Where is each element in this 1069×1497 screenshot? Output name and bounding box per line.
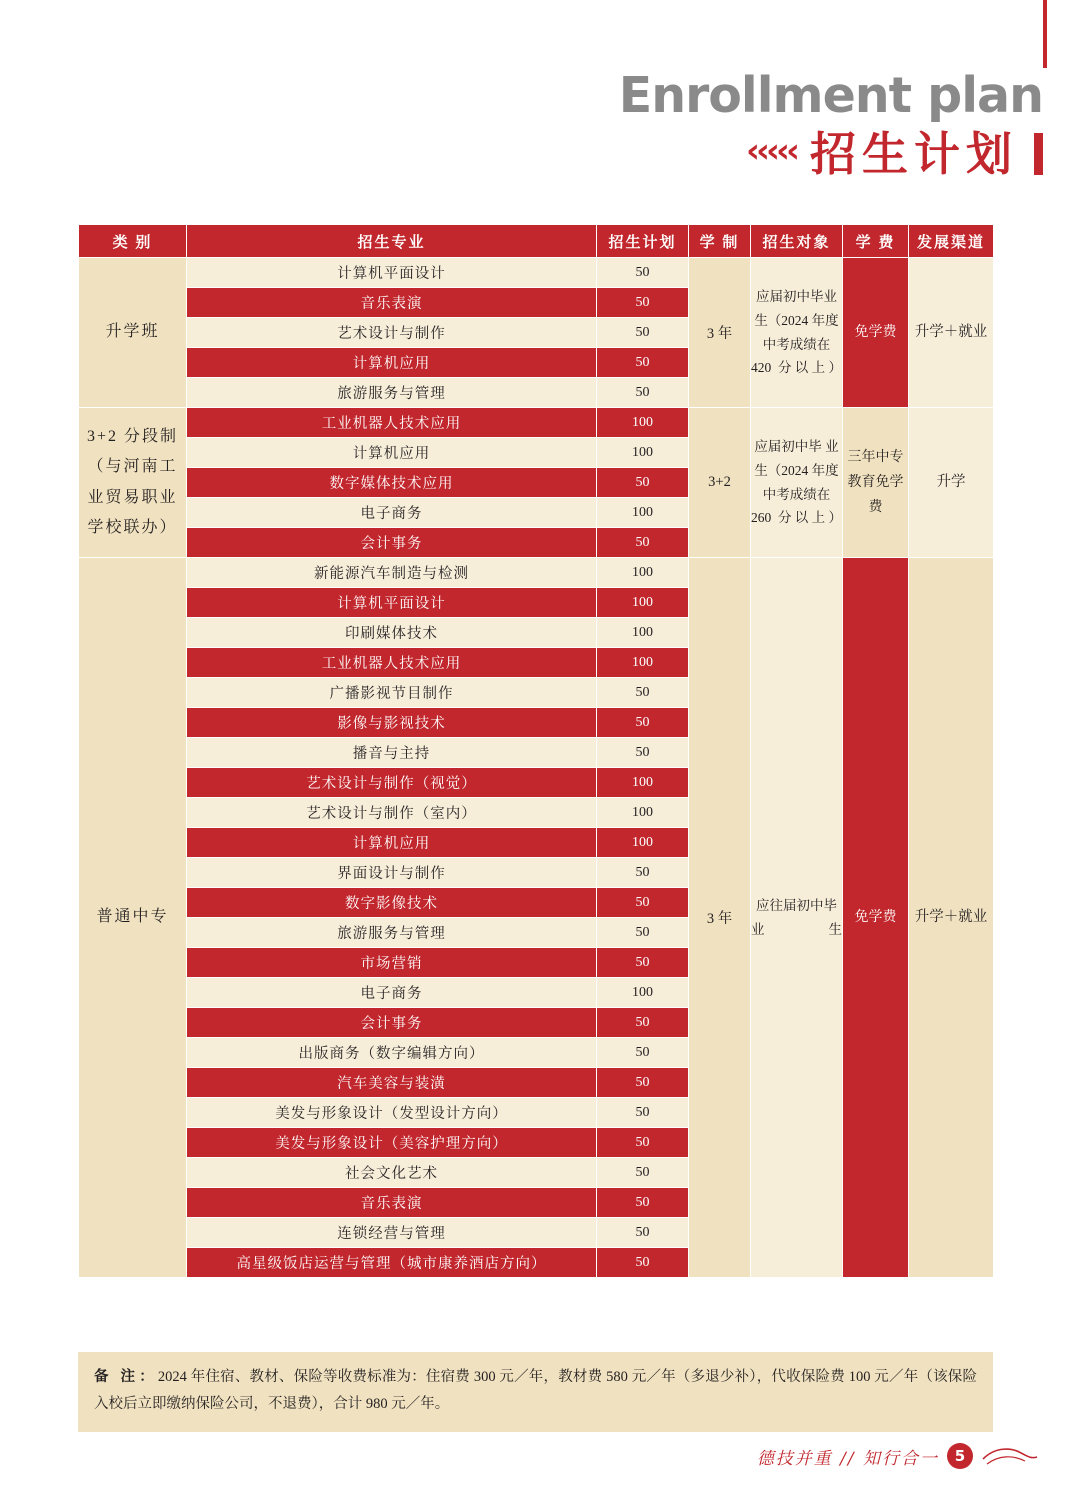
major-cell: 会计事务 xyxy=(187,1008,597,1038)
major-cell: 会计事务 xyxy=(187,528,597,558)
col-category: 类 别 xyxy=(79,225,187,258)
major-cell: 高星级饭店运营与管理（城市康养酒店方向） xyxy=(187,1248,597,1278)
plan-count-cell: 100 xyxy=(597,438,689,468)
plan-count-cell: 50 xyxy=(597,678,689,708)
major-cell: 美发与形象设计（美容护理方向） xyxy=(187,1128,597,1158)
plan-count-cell: 50 xyxy=(597,258,689,288)
category-cell: 升学班 xyxy=(79,258,187,408)
plan-count-cell: 50 xyxy=(597,1248,689,1278)
plan-count-cell: 100 xyxy=(597,798,689,828)
major-cell: 美发与形象设计（发型设计方向） xyxy=(187,1098,597,1128)
page-number: 5 xyxy=(947,1443,973,1469)
major-cell: 播音与主持 xyxy=(187,738,597,768)
plan-count-cell: 50 xyxy=(597,918,689,948)
plan-count-cell: 50 xyxy=(597,1068,689,1098)
col-major: 招生专业 xyxy=(187,225,597,258)
table-header xyxy=(79,225,994,258)
plan-count-cell: 100 xyxy=(597,618,689,648)
plan-count-cell: 50 xyxy=(597,738,689,768)
chinese-title: 招生计划 xyxy=(810,127,1018,182)
major-cell: 计算机应用 xyxy=(187,828,597,858)
major-cell: 旅游服务与管理 xyxy=(187,918,597,948)
major-cell: 音乐表演 xyxy=(187,288,597,318)
title-accent-bar xyxy=(1034,133,1043,175)
footer-slogan: 德技并重 ∕∕ 知行合一 xyxy=(756,1448,939,1469)
object-cell: 应届初中毕业生（2024 年度中考成绩在 420 分以上） xyxy=(751,258,843,408)
plan-count-cell: 100 xyxy=(597,498,689,528)
major-cell: 电子商务 xyxy=(187,498,597,528)
table-row xyxy=(79,258,994,288)
notes-label: 备 注： xyxy=(94,1369,158,1385)
plan-count-cell: 100 xyxy=(597,558,689,588)
enrollment-plan-table-wrap xyxy=(78,224,993,1278)
development-cell: 升学 xyxy=(909,408,994,558)
development-cell: 升学＋就业 xyxy=(909,558,994,1278)
plan-count-cell: 100 xyxy=(597,588,689,618)
major-cell: 数字影像技术 xyxy=(187,888,597,918)
major-cell: 艺术设计与制作（室内） xyxy=(187,798,597,828)
major-cell: 计算机应用 xyxy=(187,348,597,378)
notes-text: 2024 年住宿、教材、保险等收费标准为：住宿费 300 元／年，教材费 580 元／年（多退少补），代收保险费 100 元／年（该保险入校后立即缴纳保险公司，不退费），合计 980 元／年。 xyxy=(94,1369,977,1412)
plan-count-cell: 100 xyxy=(597,978,689,1008)
table-row xyxy=(79,558,994,588)
table-row xyxy=(79,408,994,438)
major-cell: 计算机应用 xyxy=(187,438,597,468)
major-cell: 音乐表演 xyxy=(187,1188,597,1218)
plan-count-cell: 100 xyxy=(597,648,689,678)
major-cell: 出版商务（数字编辑方向） xyxy=(187,1038,597,1068)
major-cell: 工业机器人技术应用 xyxy=(187,408,597,438)
major-cell: 新能源汽车制造与检测 xyxy=(187,558,597,588)
plan-count-cell: 50 xyxy=(597,1008,689,1038)
plan-count-cell: 50 xyxy=(597,528,689,558)
plan-count-cell: 100 xyxy=(597,768,689,798)
major-cell: 电子商务 xyxy=(187,978,597,1008)
plan-count-cell: 50 xyxy=(597,468,689,498)
major-cell: 工业机器人技术应用 xyxy=(187,648,597,678)
english-title: Enrollment plan xyxy=(618,67,1043,124)
plan-count-cell: 50 xyxy=(597,858,689,888)
major-cell: 计算机平面设计 xyxy=(187,588,597,618)
major-cell: 连锁经营与管理 xyxy=(187,1218,597,1248)
col-development: 发展渠道 xyxy=(909,225,994,258)
major-cell: 印刷媒体技术 xyxy=(187,618,597,648)
plan-count-cell: 50 xyxy=(597,708,689,738)
plan-count-cell: 50 xyxy=(597,948,689,978)
fee-cell: 三年中专教育免学费 xyxy=(843,408,909,558)
object-cell: 应往届初中毕业生 xyxy=(751,558,843,1278)
plan-count-cell: 50 xyxy=(597,318,689,348)
plan-count-cell: 50 xyxy=(597,1038,689,1068)
plan-count-cell: 50 xyxy=(597,1098,689,1128)
chinese-title-row xyxy=(343,127,1043,182)
major-cell: 影像与影视技术 xyxy=(187,708,597,738)
plan-count-cell: 100 xyxy=(597,408,689,438)
system-cell: 3 年 xyxy=(689,558,751,1278)
object-cell: 应届初中毕 业 生（2024 年度中考成绩在 260 分以上） xyxy=(751,408,843,558)
col-fee: 学 费 xyxy=(843,225,909,258)
major-cell: 界面设计与制作 xyxy=(187,858,597,888)
fee-cell: 免学费 xyxy=(843,558,909,1278)
plan-count-cell: 50 xyxy=(597,1158,689,1188)
major-cell: 社会文化艺术 xyxy=(187,1158,597,1188)
major-cell: 市场营销 xyxy=(187,948,597,978)
plan-count-cell: 50 xyxy=(597,1218,689,1248)
plan-count-cell: 100 xyxy=(597,828,689,858)
col-object: 招生对象 xyxy=(751,225,843,258)
fee-cell: 免学费 xyxy=(843,258,909,408)
notes-block xyxy=(78,1352,993,1432)
chevron-left-icon: ‹‹‹‹‹ xyxy=(745,131,796,172)
category-cell: 普通中专 xyxy=(79,558,187,1278)
plan-count-cell: 50 xyxy=(597,288,689,318)
development-cell: 升学＋就业 xyxy=(909,258,994,408)
plan-count-cell: 50 xyxy=(597,1128,689,1158)
top-red-rule xyxy=(1043,0,1047,68)
col-system: 学 制 xyxy=(689,225,751,258)
page-footer xyxy=(757,1443,1039,1469)
system-cell: 3+2 xyxy=(689,408,751,558)
enrollment-plan-table xyxy=(78,224,994,1278)
major-cell: 广播影视节目制作 xyxy=(187,678,597,708)
page-header xyxy=(343,67,1043,182)
plan-count-cell: 50 xyxy=(597,348,689,378)
col-plan: 招生计划 xyxy=(597,225,689,258)
major-cell: 旅游服务与管理 xyxy=(187,378,597,408)
category-cell: 3+2 分段制（与河南工业贸易职业学校联办） xyxy=(79,408,187,558)
decorative-swoosh-icon xyxy=(981,1445,1039,1467)
system-cell: 3 年 xyxy=(689,258,751,408)
table-body xyxy=(79,258,994,1278)
major-cell: 数字媒体技术应用 xyxy=(187,468,597,498)
major-cell: 汽车美容与装潢 xyxy=(187,1068,597,1098)
plan-count-cell: 50 xyxy=(597,1188,689,1218)
major-cell: 计算机平面设计 xyxy=(187,258,597,288)
major-cell: 艺术设计与制作 xyxy=(187,318,597,348)
table-header-row xyxy=(79,225,994,258)
plan-count-cell: 50 xyxy=(597,378,689,408)
major-cell: 艺术设计与制作（视觉） xyxy=(187,768,597,798)
plan-count-cell: 50 xyxy=(597,888,689,918)
